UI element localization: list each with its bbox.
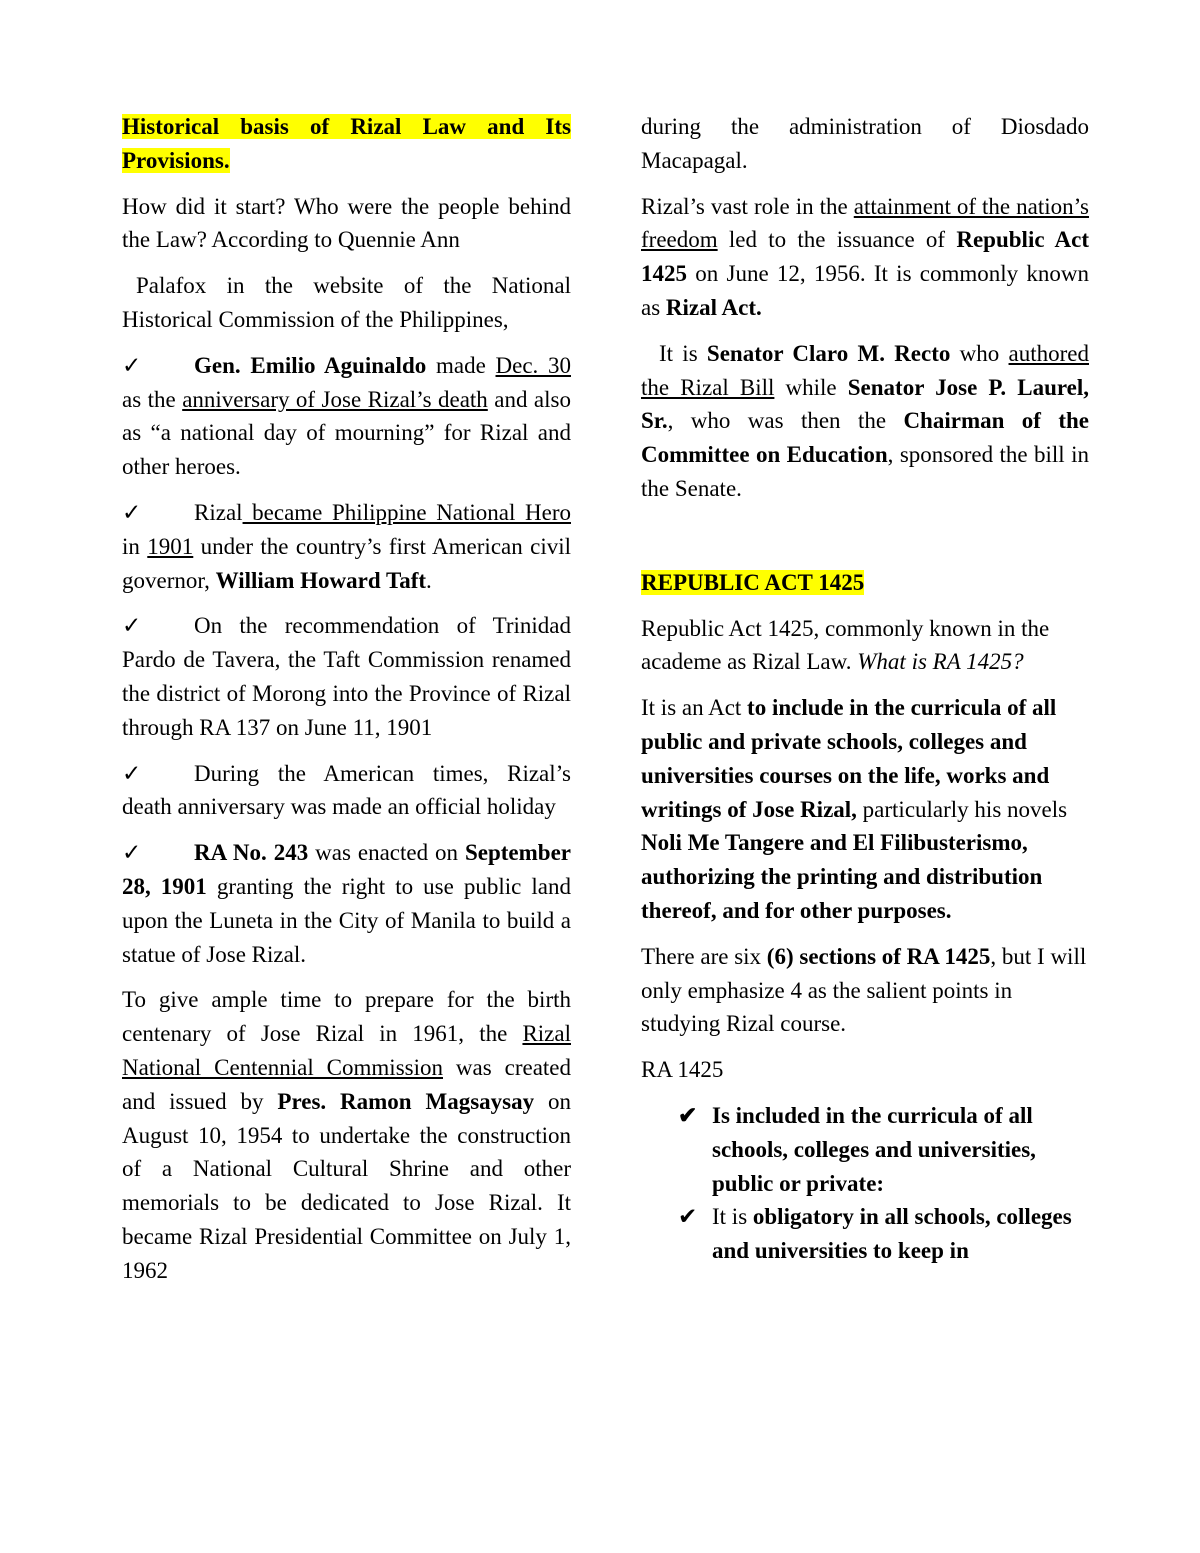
bold-text: (6) sections of RA 1425 — [766, 943, 991, 969]
text: , but I will only emphasize 4 as the salient points in studying Rizal course. — [641, 943, 1087, 1037]
text: while — [774, 374, 848, 400]
underlined-text: 1901 — [147, 533, 194, 559]
heading-highlight: REPUBLIC ACT 1425 — [641, 569, 865, 595]
heading-highlight: Historical basis of Rizal Law and Its Provisions. — [122, 114, 571, 173]
text: in — [122, 533, 148, 559]
text: on June 12, 1956. It is commonly known as — [641, 261, 1089, 320]
sections-paragraph — [641, 940, 1089, 1041]
underlined-text: attainment of the nation’s freedom — [641, 193, 1089, 253]
text: particularly his novels — [856, 796, 1068, 822]
bold-text: to include in the curricula of all public and private schools, colleges and universities courses on the life, works and writings of Jose Rizal, — [641, 695, 1057, 822]
check-icon: ✓ — [122, 613, 142, 639]
underlined-text: authored the Rizal Bill — [641, 340, 1089, 400]
underlined-text: Rizal National Centennial Commission — [122, 1021, 571, 1080]
senators-paragraph — [641, 337, 1089, 506]
bold-text: Chairman of the Committee on Education — [641, 408, 1089, 468]
document-heading — [122, 110, 571, 178]
text: To give ample time to prepare for the birth centenary of Jose Rizal in 1961, the — [122, 987, 571, 1047]
list-item — [678, 1099, 1089, 1200]
list-item — [678, 1200, 1089, 1268]
left-column — [122, 110, 571, 1300]
check-icon: ✓ — [122, 352, 142, 378]
intro-paragraph-b: Palafox in the website of the National Historical Commission of the Philippines, — [122, 273, 571, 332]
text: On the recommendation of Trinidad Pardo de Tavera, the Taft Commission renamed the district of Morong into the Province of Rizal through RA 137 on June 11, 1901 — [122, 613, 571, 740]
text: Rizal — [194, 499, 243, 525]
bullet-ra-243 — [122, 836, 571, 971]
bold-text: Republic Act 1425 — [641, 227, 1090, 287]
text: led to the issuance of — [717, 227, 957, 253]
intro-paragraph-a: How did it start? Who were the people behind the Law? According to Quennie Ann — [122, 193, 571, 253]
text: There are six — [641, 943, 767, 969]
text: , sponsored the bill in the Senate. — [641, 442, 1089, 501]
underlined-text: Dec. 30 — [495, 352, 571, 378]
ra-1425-intro — [641, 612, 1089, 680]
check-icon: ✔ — [678, 1204, 698, 1230]
text: under the country’s first American civil governor, — [122, 533, 571, 593]
bold-text: obligatory in all schools, colleges and universities to keep in — [712, 1204, 1072, 1264]
section-heading — [641, 566, 1089, 600]
right-column — [641, 110, 1089, 1268]
text: It is — [712, 1204, 753, 1230]
text: was created and issued by — [122, 1054, 572, 1114]
bullet-province-rizal — [122, 609, 571, 744]
italic-question: What is RA 1425? — [857, 649, 1024, 675]
text: who — [950, 340, 1009, 366]
bullet-aguinaldo — [122, 349, 571, 484]
bold-text: Noli Me Tangere and El Filibusterismo, authorizing the printing and distribution thereof, and for other purposes. — [641, 830, 1043, 923]
bold-text: Gen. Emilio Aguinaldo — [194, 352, 427, 378]
check-icon: ✔ — [678, 1102, 698, 1128]
bold-text: RA No. 243 — [194, 840, 309, 866]
text: . — [426, 567, 432, 593]
text: It is — [659, 340, 707, 366]
ra-1425-issuance-paragraph — [641, 190, 1089, 325]
text: During the American times, Rizal’s death anniversary was made an official holiday — [122, 760, 571, 820]
bullet-national-hero — [122, 496, 571, 597]
text: Rizal’s vast role in the — [641, 193, 854, 219]
bold-text: Senator Claro M. Recto — [706, 340, 951, 366]
underlined-text: anniversary of Jose Rizal’s death — [182, 386, 488, 412]
bold-text: Senator Jose P. Laurel, Sr. — [641, 374, 1089, 434]
text: as the — [122, 386, 183, 412]
text: Republic Act 1425, commonly known in the academe as Rizal Law. — [641, 615, 1050, 675]
check-icon: ✓ — [122, 840, 142, 866]
text: , who was then the — [667, 408, 904, 434]
ra-1425-label: RA 1425 — [641, 1057, 724, 1083]
act-description — [641, 691, 1089, 928]
continued-paragraph: during the administration of Diosdado Macapagal. — [641, 114, 1089, 173]
provisions-list — [641, 1099, 1089, 1268]
text: granting the right to use public land upon the Luneta in the City of Manila to build a statue of Jose Rizal. — [122, 873, 572, 967]
underlined-text: became Philippine National Hero — [242, 499, 571, 525]
text: Is included in the curricula of all schools, colleges and universities, public or private: — [712, 1102, 1036, 1196]
bold-text: Pres. Ramon Magsaysay — [277, 1088, 535, 1114]
bold-text: Rizal Act. — [665, 294, 762, 320]
check-icon: ✓ — [122, 499, 142, 525]
text: It is an Act — [641, 695, 748, 721]
bold-text: William Howard Taft — [215, 567, 427, 593]
text: made — [426, 352, 496, 378]
check-icon: ✓ — [122, 760, 142, 786]
text: was enacted on — [308, 840, 465, 866]
centennial-paragraph — [122, 983, 571, 1287]
bold-text: September 28, 1901 — [122, 840, 571, 899]
text: and also as “a national day of mourning” for Rizal and other heroes. — [122, 386, 571, 480]
bullet-holiday — [122, 757, 571, 825]
text: on August 10, 1954 to undertake the construction of a National Cultural Shrine and other memorials to be dedicated to Jose Rizal. It became Rizal Presidential Committee on July 1, 1962 — [122, 1088, 572, 1283]
